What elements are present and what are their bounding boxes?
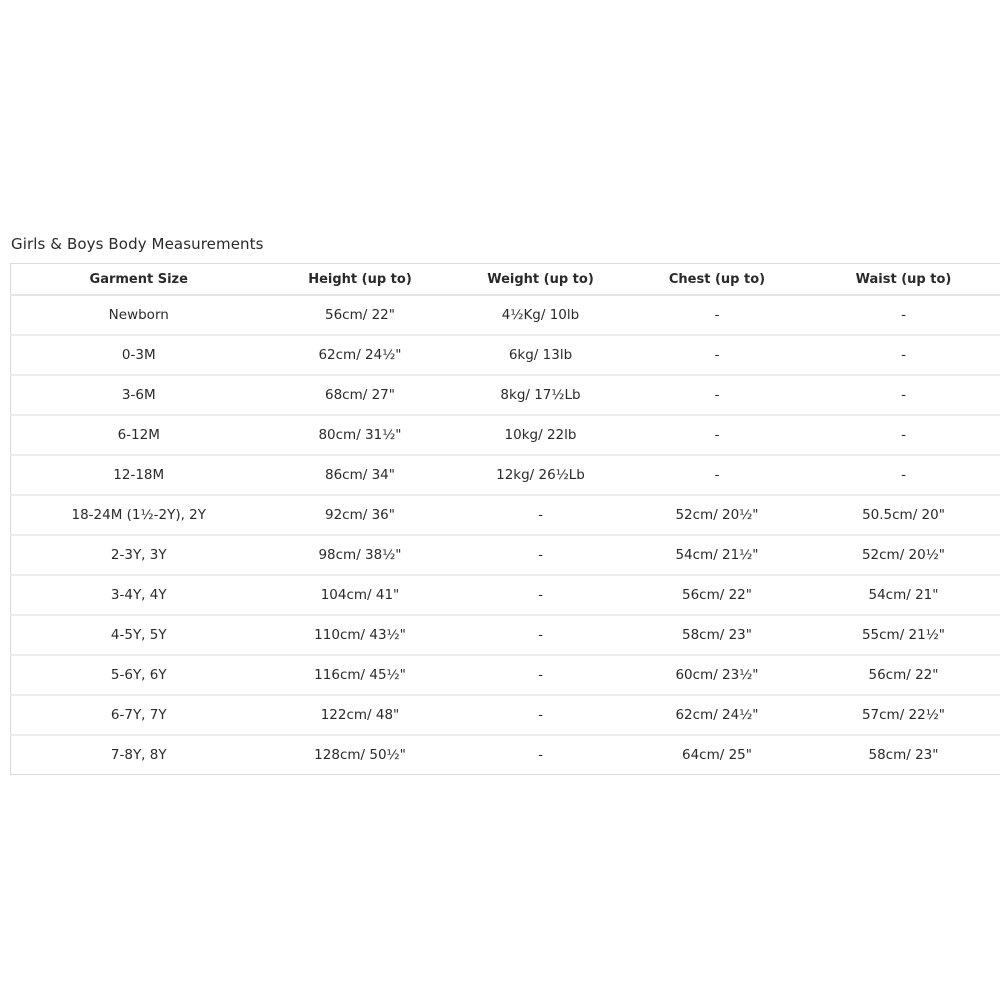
cell-weight: - — [454, 695, 628, 735]
cell-chest: 56cm/ 22" — [628, 575, 807, 615]
cell-chest: - — [628, 375, 807, 415]
cell-garment-size: 3-4Y, 4Y — [11, 575, 267, 615]
header-weight: Weight (up to) — [454, 264, 628, 296]
table-row — [11, 455, 1000, 495]
cell-height: 80cm/ 31½" — [267, 415, 454, 455]
cell-garment-size: 0-3M — [11, 335, 267, 375]
table-row — [11, 375, 1000, 415]
cell-waist: - — [807, 335, 1000, 375]
header-garment-size: Garment Size — [11, 264, 267, 296]
cell-waist: 54cm/ 21" — [807, 575, 1000, 615]
cell-height: 110cm/ 43½" — [267, 615, 454, 655]
table-row — [11, 615, 1000, 655]
cell-chest: 62cm/ 24½" — [628, 695, 807, 735]
cell-height: 104cm/ 41" — [267, 575, 454, 615]
cell-waist: - — [807, 455, 1000, 495]
cell-waist: 50.5cm/ 20" — [807, 495, 1000, 535]
cell-weight: - — [454, 655, 628, 695]
size-chart-table — [10, 263, 1000, 775]
table-row — [11, 575, 1000, 615]
cell-garment-size: 4-5Y, 5Y — [11, 615, 267, 655]
cell-height: 56cm/ 22" — [267, 295, 454, 335]
cell-garment-size: 6-12M — [11, 415, 267, 455]
cell-chest: - — [628, 455, 807, 495]
cell-chest: 54cm/ 21½" — [628, 535, 807, 575]
header-height: Height (up to) — [267, 264, 454, 296]
cell-chest: 58cm/ 23" — [628, 615, 807, 655]
table-row — [11, 655, 1000, 695]
cell-waist: 57cm/ 22½" — [807, 695, 1000, 735]
cell-garment-size: 12-18M — [11, 455, 267, 495]
cell-height: 98cm/ 38½" — [267, 535, 454, 575]
cell-weight: - — [454, 575, 628, 615]
cell-waist: 52cm/ 20½" — [807, 535, 1000, 575]
cell-height: 122cm/ 48" — [267, 695, 454, 735]
cell-weight: 10kg/ 22lb — [454, 415, 628, 455]
cell-garment-size: 2-3Y, 3Y — [11, 535, 267, 575]
cell-weight: 8kg/ 17½Lb — [454, 375, 628, 415]
size-chart-title: Girls & Boys Body Measurements — [11, 235, 264, 253]
cell-chest: 52cm/ 20½" — [628, 495, 807, 535]
cell-waist: 56cm/ 22" — [807, 655, 1000, 695]
table-row — [11, 535, 1000, 575]
cell-weight: - — [454, 735, 628, 775]
table-row — [11, 415, 1000, 455]
table-row — [11, 295, 1000, 335]
header-waist: Waist (up to) — [807, 264, 1000, 296]
cell-height: 62cm/ 24½" — [267, 335, 454, 375]
cell-weight: 4½Kg/ 10lb — [454, 295, 628, 335]
cell-garment-size: 3-6M — [11, 375, 267, 415]
cell-height: 128cm/ 50½" — [267, 735, 454, 775]
cell-chest: 60cm/ 23½" — [628, 655, 807, 695]
cell-chest: 64cm/ 25" — [628, 735, 807, 775]
table-row — [11, 735, 1000, 775]
cell-waist: - — [807, 295, 1000, 335]
table-header-row — [11, 264, 1000, 296]
cell-height: 116cm/ 45½" — [267, 655, 454, 695]
cell-garment-size: 18-24M (1½-2Y), 2Y — [11, 495, 267, 535]
header-chest: Chest (up to) — [628, 264, 807, 296]
cell-height: 92cm/ 36" — [267, 495, 454, 535]
cell-garment-size: 7-8Y, 8Y — [11, 735, 267, 775]
size-chart-section — [10, 233, 1000, 775]
cell-weight: - — [454, 615, 628, 655]
cell-waist: - — [807, 375, 1000, 415]
cell-chest: - — [628, 295, 807, 335]
table-row — [11, 495, 1000, 535]
cell-height: 86cm/ 34" — [267, 455, 454, 495]
cell-weight: 12kg/ 26½Lb — [454, 455, 628, 495]
cell-weight: - — [454, 495, 628, 535]
cell-chest: - — [628, 335, 807, 375]
cell-waist: - — [807, 415, 1000, 455]
cell-garment-size: 6-7Y, 7Y — [11, 695, 267, 735]
cell-garment-size: Newborn — [11, 295, 267, 335]
cell-waist: 55cm/ 21½" — [807, 615, 1000, 655]
table-row — [11, 335, 1000, 375]
cell-waist: 58cm/ 23" — [807, 735, 1000, 775]
cell-weight: 6kg/ 13lb — [454, 335, 628, 375]
cell-height: 68cm/ 27" — [267, 375, 454, 415]
cell-chest: - — [628, 415, 807, 455]
cell-garment-size: 5-6Y, 6Y — [11, 655, 267, 695]
table-row — [11, 695, 1000, 735]
cell-weight: - — [454, 535, 628, 575]
